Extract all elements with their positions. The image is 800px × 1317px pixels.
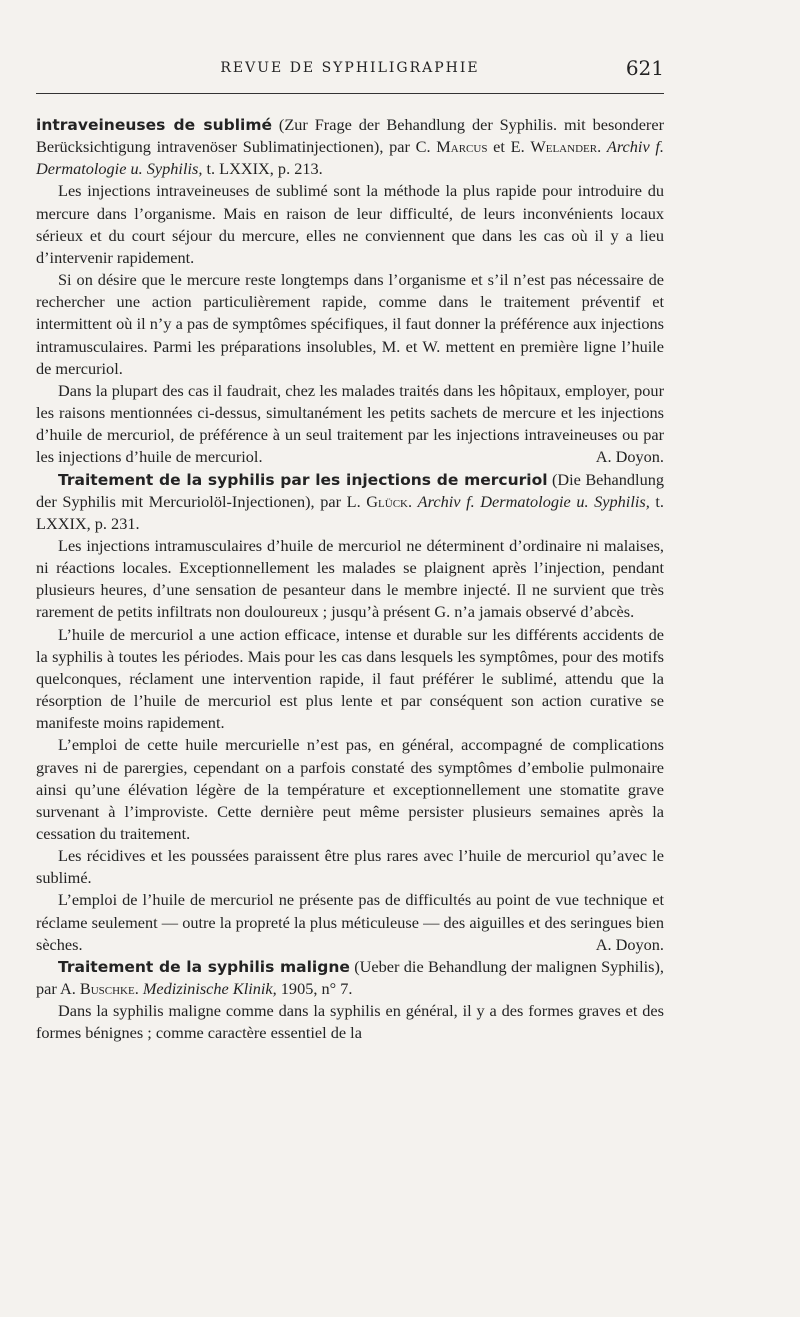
header-rule [36,93,664,94]
paragraph: Les injections intraveineuses de sublimé sont la méthode la plus rapide pour introduire du mercure dans l’organisme. Mais en raison de leur difficulté, de leurs inconvénients locaux sérieux et du court séjour du mercure, elles ne conviennent que dans les cas où il y a lieu d’intervenir rapidement. [36,181,664,267]
article-sublime [36,114,664,469]
reference-text: . [597,137,607,157]
author-name: Welander [530,137,598,157]
paragraph-text: Dans la plupart des cas il faudrait, chez les malades traités dans les hôpitaux, employer, pour les raisons mentionnées ci-dessus, simultanément les petits sachets de mercure et les injections d’huile de mercuriol, de préférence à un seul traitement par les injections intraveineuses ou par les injections d’huile de mercuriol. [36,380,664,467]
article-syphilis-maligne [36,956,664,1045]
article-mercuriol [36,469,664,956]
reference-text: et E. [487,137,531,157]
reference-text: (Zur Frage der Behandlung der Syphilis. mit besonderer Berücksichtigung intravenöser Sublimatinjectionen), par C. [36,115,664,157]
author-name: Marcus [436,137,488,157]
paragraph: L’emploi de cette huile mercurielle n’est pas, en général, accompagné de complications graves ni de parergies, cependant on a parfois constaté des symptômes d’embolie pulmonaire ainsi qu’une élévation légère de la température et exceptionnellement une stomatite grave survenant à l’improviste. Cette dernière peut même persister plusieurs semaines après la cessation du traitement. [36,735,664,843]
article-heading [36,956,664,1000]
reference-text: (Ueber die Behandlung der malignen Syphilis), par A. [36,956,664,999]
reference-text: . [407,491,418,511]
paragraph: Les injections intramusculaires d’huile de mercuriol ne déterminent d’ordinaire ni malaises, ni réactions locales. Exceptionnellement les malades se plaignent après l’injection, pendant plusieurs heures, d’une sensation de pesanteur dans le membre injecté. Il ne survient que très rarement de petits infiltrats non douloureux ; jusqu’à présent G. n’a jamais observé d’abcès. [36,535,664,622]
paragraph [36,380,664,469]
reference-text: 1905, n° 7. [276,979,353,999]
article-heading [36,114,664,180]
journal-name: Archiv f. Dermatologie u. Syphilis, [36,137,664,179]
author-name: Buschke [79,979,135,999]
page-header [36,56,664,86]
article-title: intraveineuses de sublimé [36,116,273,134]
paragraph-text: L’emploi de l’huile de mercuriol ne présente pas de difficultés au point de vue technique et réclame seulement — outre la propreté la plus méticuleuse — des aiguilles et des seringues bien sèches. [36,890,664,954]
article-title: Traitement de la syphilis par les injections de mercuriol [58,470,548,489]
article-heading [36,469,664,535]
paragraph: Les récidives et les poussées paraissent être plus rares avec l’huile de mercuriol qu’avec le sublimé. [36,846,664,888]
reference-text: . [134,979,143,999]
reference-text: t. LXXIX, p. 231. [36,491,664,533]
paragraph: Si on désire que le mercure reste longtemps dans l’organisme et s’il n’est pas nécessaire de rechercher une action particulièrement rapide, comme dans le traitement préventif et intermittent où il n’y a pas de symptômes spécifiques, il faut donner la préférence aux injections intramusculaires. Parmi les préparations insolubles, M. et W. mettent en première ligne l’huile de mercuriol. [36,270,664,378]
page-number: 621 [625,56,664,80]
paragraph: L’huile de mercuriol a une action efficace, intense et durable sur les différents accidents de la syphilis à toutes les périodes. Mais pour les cas dans lesquels les symptômes, pour des motifs quelconques, réclament une intervention rapide, il faut préférer le sublimé, attendu que la résorption de l’huile de mercuriol est plus lente et par conséquent son action curative se manifeste moins rapidement. [36,624,664,733]
author-name: Glück [366,491,408,511]
article-title: Traitement de la syphilis maligne [58,957,350,976]
paragraph [36,889,664,955]
running-title: REVUE DE SYPHILIGRAPHIE [220,60,480,76]
signature: A. Doyon. [595,447,664,467]
reference-text: (Die Behandlung der Syphilis mit Mercuriolöl-Injectionen), par L. [36,469,665,511]
journal-name: Medizinische Klinik, [142,979,277,999]
signature: A. Doyon. [595,934,664,954]
journal-name: Archiv f. Dermatologie u. Syphilis, [417,491,650,511]
reference-text: t. LXXIX, p. 213. [202,159,323,179]
page-body [36,114,664,1045]
paragraph: Dans la syphilis maligne comme dans la syphilis en général, il y a des formes graves et des formes bénignes ; comme caractère essentiel de la [36,1001,664,1043]
